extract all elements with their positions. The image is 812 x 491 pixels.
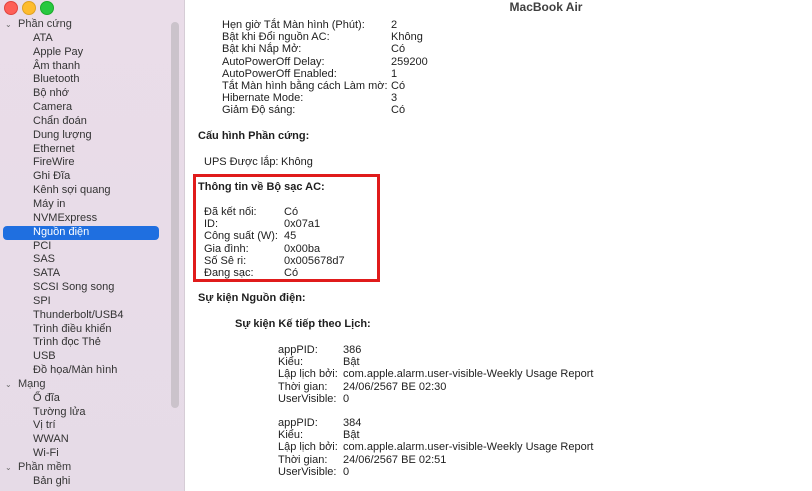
info-value: 24/06/2567 BE 02:51 [343, 453, 447, 466]
section-heading: Cấu hình Phần cứng: [198, 130, 310, 142]
info-key: Hibernate Mode: [222, 92, 304, 105]
sidebar-item[interactable]: Ghi Đĩa [33, 170, 71, 183]
sidebar-scrollbar[interactable] [171, 22, 179, 408]
sidebar-item[interactable]: NVMExpress [33, 211, 98, 224]
info-value: 45 [284, 230, 297, 243]
sidebar-item[interactable]: Ethernet [33, 142, 75, 155]
chevron-down-icon[interactable]: ⌄ [5, 379, 12, 389]
sidebar-item[interactable]: Bluetooth [33, 73, 80, 86]
sidebar-group[interactable] [0, 378, 184, 392]
sidebar-item[interactable]: Chẩn đoán [33, 114, 87, 127]
info-value: 24/06/2567 BE 02:30 [343, 380, 447, 393]
sidebar-item[interactable]: Kênh sợi quang [33, 184, 111, 197]
info-value: 384 [343, 417, 362, 429]
info-key: UserVisible: [278, 392, 337, 405]
sidebar-item[interactable]: PCI [33, 239, 52, 252]
info-value: Có [284, 206, 299, 218]
sidebar-item[interactable]: Máy in [33, 197, 66, 210]
close-button[interactable] [4, 1, 18, 15]
sidebar-item[interactable]: Âm thanh [33, 59, 81, 72]
chevron-down-icon[interactable]: ⌄ [5, 463, 12, 472]
info-key: appPID: [278, 344, 318, 356]
sidebar-item[interactable]: Bản ghi [33, 474, 71, 487]
info-value: Bật [343, 429, 360, 442]
info-value: Có [391, 43, 406, 56]
info-key: Thời gian: [278, 453, 328, 466]
info-key: ID: [204, 218, 219, 231]
sidebar-item[interactable]: Nguồn điện [3, 226, 159, 240]
chevron-down-icon[interactable]: ⌄ [5, 20, 12, 29]
sidebar-item[interactable]: Vị trí [33, 419, 56, 432]
info-key: Hẹn giờ Tắt Màn hình (Phút): [222, 19, 365, 31]
info-key: Giảm Độ sáng: [222, 104, 296, 117]
sidebar-item[interactable]: SPI [33, 294, 51, 307]
sidebar-item[interactable]: Apple Pay [33, 45, 84, 58]
info-value: Không [391, 31, 423, 44]
info-key: UserVisible: [278, 465, 337, 478]
sidebar-item[interactable]: WWAN [33, 433, 69, 446]
sidebar-item[interactable]: Tường lửa [33, 405, 86, 418]
info-value: 259200 [391, 55, 428, 68]
sidebar-item[interactable]: ATA [33, 31, 53, 44]
info-value: 1 [391, 67, 398, 80]
info-value: Có [391, 104, 406, 117]
info-value: 386 [343, 344, 362, 356]
info-value: Có [391, 80, 406, 92]
info-key: Kiểu: [278, 356, 304, 369]
info-key: AutoPowerOff Enabled: [222, 67, 337, 80]
section-heading: Sự kiện Nguồn điện: [198, 292, 306, 304]
sidebar-item[interactable]: SAS [33, 253, 56, 266]
info-key: Kiểu: [278, 429, 304, 442]
info-key: Đã kết nối: [204, 206, 257, 218]
info-value: Bật [343, 356, 360, 369]
info-value: Có [284, 267, 299, 279]
info-value: 0x07a1 [284, 218, 321, 231]
info-key: UPS Được lắp: [204, 156, 279, 168]
sidebar-item[interactable]: Dung lượng [33, 128, 92, 141]
info-value: 0x005678d7 [284, 254, 345, 267]
sidebar-item[interactable]: Trình điều khiển [33, 322, 112, 335]
sidebar-item[interactable]: USB [33, 350, 56, 363]
info-key: Thời gian: [278, 380, 328, 393]
sidebar-item[interactable]: Thunderbolt/USB4 [33, 308, 124, 321]
info-value: 0x00ba [284, 242, 321, 255]
info-key: Đang sạc: [204, 267, 254, 279]
sidebar-group[interactable] [0, 18, 184, 32]
sidebar-item[interactable]: SCSI Song song [33, 281, 115, 294]
info-value: 0 [343, 392, 350, 405]
sidebar-tree [0, 18, 184, 489]
sidebar [0, 0, 185, 491]
section-heading: Sự kiện Kế tiếp theo Lịch: [235, 318, 371, 330]
sidebar-group-label: Phần mềm [18, 461, 72, 473]
info-value: com.apple.alarm.user-visible-Weekly Usage Report [343, 368, 594, 381]
sidebar-group-label: Phần cứng [18, 18, 72, 30]
highlight-box [193, 174, 380, 282]
info-key: Tắt Màn hình bằng cách Làm mờ: [222, 80, 388, 92]
sidebar-item[interactable]: FireWire [33, 156, 75, 169]
ac-charger-heading: Thông tin về Bộ sạc AC: [198, 181, 325, 193]
sidebar-item[interactable]: Wi-Fi [33, 447, 59, 460]
info-key: appPID: [278, 417, 318, 429]
sidebar-item[interactable]: Ổ đĩa [33, 391, 60, 404]
sidebar-item[interactable]: Bộ nhớ [33, 87, 69, 100]
info-key: Số Sê ri: [204, 254, 247, 267]
info-key: Bật khi Đổi nguồn AC: [222, 31, 330, 44]
info-key: AutoPowerOff Delay: [222, 55, 325, 68]
info-value: 0 [343, 465, 350, 478]
sidebar-item[interactable]: Trình đọc Thẻ [33, 336, 101, 349]
sidebar-group[interactable] [0, 461, 184, 475]
info-key: Lập lịch bởi: [278, 368, 338, 381]
info-value: 2 [391, 19, 398, 31]
info-value: Không [281, 156, 313, 168]
info-key: Công suất (W): [204, 230, 278, 243]
sidebar-item[interactable]: Camera [33, 101, 73, 114]
info-key: Lập lịch bởi: [278, 441, 338, 454]
info-value: com.apple.alarm.user-visible-Weekly Usage Report [343, 441, 594, 454]
info-key: Gia đình: [204, 242, 249, 255]
window-title: MacBook Air [509, 0, 583, 14]
minimize-button[interactable] [22, 1, 36, 15]
sidebar-group-label: Mạng [18, 377, 46, 390]
zoom-button[interactable] [40, 1, 54, 15]
info-key: Bật khi Nắp Mở: [222, 43, 302, 56]
info-value: 3 [391, 92, 398, 105]
sidebar-item[interactable]: SATA [33, 267, 61, 280]
sidebar-item[interactable]: Đồ họa/Màn hình [33, 364, 118, 377]
